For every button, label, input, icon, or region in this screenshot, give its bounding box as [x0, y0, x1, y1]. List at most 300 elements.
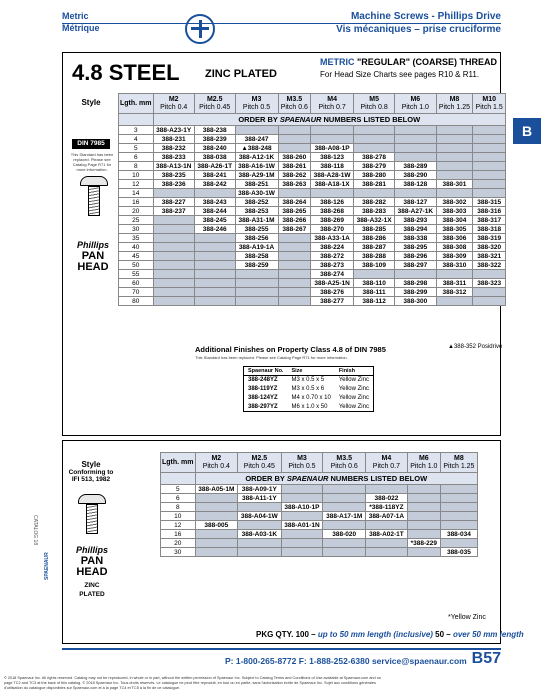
table1-part-number-cell[interactable]: 388-239 — [194, 135, 235, 144]
table1-empty-cell — [311, 126, 354, 135]
table1-part-number-cell[interactable]: 388-270 — [311, 225, 354, 234]
table1-part-number-cell[interactable]: 388-297 — [395, 261, 436, 270]
table2-empty-cell — [238, 503, 281, 512]
table2-part-number-cell[interactable]: 388-022 — [366, 494, 408, 503]
table2-part-number-cell[interactable]: 388-A02-1T — [366, 530, 408, 539]
table2-part-number-cell[interactable]: 388-005 — [195, 521, 238, 530]
table1-part-number-cell[interactable]: 388-112 — [354, 297, 395, 306]
table1-part-number-cell[interactable]: 388-258 — [235, 252, 278, 261]
table2-empty-cell — [407, 512, 440, 521]
table1-part-number-cell[interactable]: 388-241 — [194, 171, 235, 180]
table1-length-cell: 12 — [119, 180, 154, 189]
table1-length-cell: 60 — [119, 279, 154, 288]
table1-part-number-cell[interactable]: 388-289 — [395, 162, 436, 171]
table1-empty-cell — [153, 189, 194, 198]
table1-part-number-cell[interactable]: 388-A30-1W — [235, 189, 278, 198]
table1-part-number-cell[interactable]: 388-268 — [311, 207, 354, 216]
table1-row — [119, 270, 506, 279]
table1-empty-cell — [235, 126, 278, 135]
table2-part-number-cell[interactable]: 388-A05-1M — [195, 485, 238, 494]
table1-empty-cell — [473, 288, 506, 297]
table1-length-cell: 35 — [119, 234, 154, 243]
table1-part-number-cell[interactable]: 388-252 — [235, 198, 278, 207]
table1-part-number-cell[interactable]: 388-256 — [235, 234, 278, 243]
finishes-col-finish: Finish — [335, 367, 374, 376]
table1-col-header: M2.5 Pitch 0.45 — [194, 94, 235, 114]
table1-col-header: M3 Pitch 0.5 — [235, 94, 278, 114]
table1-col-header: M3.5 Pitch 0.6 — [278, 94, 311, 114]
table2-part-number-cell[interactable]: 388-A03-1K — [238, 530, 281, 539]
table1-empty-cell — [235, 288, 278, 297]
table1-part-number-cell[interactable]: 388-310 — [436, 261, 473, 270]
table1-empty-cell — [278, 288, 311, 297]
table1-part-number-cell[interactable]: 388-227 — [153, 198, 194, 207]
finishes-title: Additional Finishes on Property Class 4.8 of DIN 7985 — [195, 345, 386, 354]
table1-part-number-cell[interactable]: 388-A32-1X — [354, 216, 395, 225]
table1-part-number-cell[interactable]: 388-266 — [278, 216, 311, 225]
table2-empty-cell — [195, 548, 238, 557]
table1-length-cell: 8 — [119, 162, 154, 171]
table2-length-cell: 6 — [161, 494, 196, 503]
table1-part-number-cell[interactable]: 388-272 — [311, 252, 354, 261]
table1-part-number-cell[interactable]: 388-236 — [153, 180, 194, 189]
table2-part-number-cell[interactable]: *388-229 — [407, 539, 440, 548]
table1-part-number-cell[interactable]: 388-304 — [436, 216, 473, 225]
table2-empty-cell — [440, 503, 477, 512]
pkg-range-2: over 50 mm length — [452, 630, 524, 639]
table1-part-number-cell[interactable]: 388-274 — [311, 270, 354, 279]
table1-header-row — [119, 94, 506, 114]
table1-part-number-cell[interactable]: 388-262 — [278, 171, 311, 180]
brand-logo: SPAENAUR — [44, 552, 50, 580]
table1-empty-cell — [395, 126, 436, 135]
finishes-row — [244, 385, 374, 394]
table2-part-number-cell[interactable]: 388-A07-1A — [366, 512, 408, 521]
table1-row — [119, 162, 506, 171]
contact-line[interactable]: P: 1-800-265-8772 F: 1-888-252-6380 service@spaenaur.com — [225, 656, 467, 666]
table2-row — [161, 539, 478, 548]
table2-empty-cell — [407, 503, 440, 512]
table1-pan: PAN — [81, 250, 105, 262]
table2-col-header: M3 Pitch 0.5 — [281, 453, 323, 473]
table1-empty-cell — [354, 270, 395, 279]
table1-part-number-cell[interactable]: 388-299 — [395, 288, 436, 297]
table1-part-number-cell[interactable]: 388-273 — [311, 261, 354, 270]
table2-part-number-cell[interactable]: *388-118YZ — [366, 503, 408, 512]
table1-part-number-cell[interactable]: 388-126 — [311, 198, 354, 207]
table1-empty-cell — [436, 153, 473, 162]
table1-part-number-cell[interactable]: 388-A27-1K — [395, 207, 436, 216]
table1-part-number-cell[interactable]: 388-127 — [395, 198, 436, 207]
catalog-label: CATALOG 18 — [32, 515, 38, 546]
table1-part-number-cell[interactable]: 388-298 — [395, 279, 436, 288]
table1-row — [119, 225, 506, 234]
table2-row — [161, 503, 478, 512]
table1-part-number-cell[interactable]: 388-245 — [194, 216, 235, 225]
table2-grid — [160, 452, 478, 557]
table2-empty-cell — [407, 494, 440, 503]
table1-empty-cell — [473, 171, 506, 180]
table1-empty-cell — [395, 153, 436, 162]
table1-empty-cell — [278, 234, 311, 243]
table1-empty-cell — [153, 270, 194, 279]
table1-part-number-cell[interactable]: 388-267 — [278, 225, 311, 234]
posidrive-note: ▲388-352 Posidrive — [448, 344, 503, 350]
table1-part-number-cell[interactable]: 388-251 — [235, 180, 278, 189]
table1-part-number-cell[interactable]: 388-305 — [436, 225, 473, 234]
table2-col-header: M6 Pitch 1.0 — [407, 453, 440, 473]
table1-part-number-cell[interactable]: 388-238 — [194, 126, 235, 135]
table1-part-number-cell[interactable]: 388-247 — [235, 135, 278, 144]
table1-col-header: M10 Pitch 1.5 — [473, 94, 506, 114]
table1-part-number-cell[interactable]: 388-242 — [194, 180, 235, 189]
finishes-row — [244, 403, 374, 412]
table2-empty-cell — [440, 521, 477, 530]
table1-head: HEAD — [77, 261, 109, 273]
table1-part-number-cell[interactable]: 388-244 — [194, 207, 235, 216]
table1-empty-cell — [436, 162, 473, 171]
table2-empty-cell — [407, 521, 440, 530]
finishes-table — [243, 366, 374, 412]
table1-part-number-cell[interactable]: 388-253 — [235, 207, 278, 216]
table2-part-number-cell[interactable]: 388-A10-1P — [281, 503, 323, 512]
table2-empty-cell — [281, 494, 323, 503]
table1-part-number-cell[interactable]: 388-293 — [395, 216, 436, 225]
table2-style-label — [66, 460, 116, 483]
table2-order-row — [161, 473, 478, 485]
table1-part-number-cell[interactable]: 388-233 — [153, 153, 194, 162]
table1-part-number-cell[interactable]: 388-A19-1A — [235, 243, 278, 252]
table1-part-number-cell[interactable]: 388-321 — [473, 252, 506, 261]
table1-length-cell: 16 — [119, 198, 154, 207]
finish-part-number[interactable]: 388-119YZ — [248, 386, 278, 392]
table1-part-number-cell[interactable]: 388-231 — [153, 135, 194, 144]
table1-empty-cell — [194, 243, 235, 252]
table1-part-number-cell[interactable]: 388-123 — [311, 153, 354, 162]
table1-part-number-cell[interactable]: 388-318 — [473, 225, 506, 234]
table1-col-header: M8 Pitch 1.25 — [436, 94, 473, 114]
table1-part-number-cell[interactable]: 388-264 — [278, 198, 311, 207]
table1-length-cell: 30 — [119, 225, 154, 234]
table1-part-number-cell[interactable]: 388-290 — [395, 171, 436, 180]
table1-part-number-cell[interactable]: 388-260 — [278, 153, 311, 162]
table2-empty-cell — [281, 485, 323, 494]
table1-part-number-cell[interactable]: 388-246 — [194, 225, 235, 234]
table1-part-number-cell[interactable]: 388-A25-1N — [311, 279, 354, 288]
table1-empty-cell — [436, 135, 473, 144]
table2-empty-cell — [440, 539, 477, 548]
table1-empty-cell — [194, 234, 235, 243]
table1-empty-cell — [436, 126, 473, 135]
table1-part-number-cell[interactable]: ▲388-248 — [235, 144, 278, 153]
table2-empty-cell — [323, 548, 366, 557]
table1-part-number-cell[interactable]: 388-259 — [235, 261, 278, 270]
pan-head-screw-icon — [80, 176, 108, 186]
table1-empty-cell — [278, 135, 311, 144]
table1-part-number-cell[interactable]: 388-255 — [235, 225, 278, 234]
table1-empty-cell — [278, 189, 311, 198]
table2-empty-cell — [407, 530, 440, 539]
table1-empty-cell — [278, 297, 311, 306]
table2-len-header: Lgth. mm — [161, 453, 196, 473]
table1-empty-cell — [473, 180, 506, 189]
table1-part-number-cell[interactable]: 388-118 — [311, 162, 354, 171]
finish-size: M6 x 1.0 x 50 — [291, 403, 328, 410]
table1-part-number-cell[interactable]: 388-320 — [473, 243, 506, 252]
table2-empty-cell — [440, 494, 477, 503]
thread-line — [320, 57, 497, 67]
table2-row — [161, 548, 478, 557]
table1-len-header: Lgth. mm — [119, 94, 154, 114]
table1-part-number-cell[interactable]: 388-316 — [473, 207, 506, 216]
table1-row — [119, 279, 506, 288]
table2-empty-cell — [323, 539, 366, 548]
table1-part-number-cell[interactable]: 388-323 — [473, 279, 506, 288]
table1-row — [119, 144, 506, 153]
table1-part-number-cell[interactable]: 388-A23-1Y — [153, 126, 194, 135]
table2-empty-cell — [238, 521, 281, 530]
table1-empty-cell — [278, 126, 311, 135]
table2-length-cell: 12 — [161, 521, 196, 530]
table1-part-number-cell[interactable]: 388-319 — [473, 234, 506, 243]
header-metric: Metric — [62, 11, 89, 21]
table1-part-number-cell[interactable]: 388-224 — [311, 243, 354, 252]
table2-part-number-cell[interactable]: 388-034 — [440, 530, 477, 539]
table1-length-cell: 55 — [119, 270, 154, 279]
table1-part-number-cell[interactable]: 388-240 — [194, 144, 235, 153]
table1-empty-cell — [473, 126, 506, 135]
table2-order-note: ORDER BY SPAENAUR NUMBERS LISTED BELOW — [195, 473, 478, 485]
table1-part-number-cell[interactable]: 388-A28-1W — [311, 171, 354, 180]
header-metrique: Métrique — [62, 23, 100, 33]
table1-part-number-cell[interactable]: 388-301 — [436, 180, 473, 189]
table1-empty-cell — [436, 189, 473, 198]
footer-rule — [62, 648, 501, 650]
finishes-col-no: Spaenaur No. — [244, 367, 288, 376]
table1-part-number-cell[interactable]: 388-300 — [395, 297, 436, 306]
table1-row — [119, 189, 506, 198]
table1-length-cell: 20 — [119, 207, 154, 216]
table1-part-number-cell[interactable]: 388-109 — [354, 261, 395, 270]
table1-part-number-cell[interactable]: 388-312 — [436, 288, 473, 297]
table1-part-number-cell[interactable]: 388-311 — [436, 279, 473, 288]
table2-pan: PAN — [80, 555, 104, 567]
table2-conform: Conforming to IFI 513, 1982 — [68, 469, 114, 483]
finish-part-number[interactable]: 388-124YZ — [248, 395, 278, 401]
table1-empty-cell — [278, 252, 311, 261]
table1-part-number-cell[interactable]: 388-A18-1X — [311, 180, 354, 189]
table1-empty-cell — [278, 279, 311, 288]
table2-head: HEAD — [76, 566, 108, 578]
table1-part-number-cell[interactable]: 388-294 — [395, 225, 436, 234]
table1-empty-cell — [153, 279, 194, 288]
finishes-col-size: Size — [287, 367, 334, 376]
grade-title: 4.8 STEEL — [72, 60, 180, 85]
table1-part-number-cell[interactable]: 388-308 — [436, 243, 473, 252]
table1-style-label: Style — [81, 98, 101, 107]
table1-part-number-cell[interactable]: 388-269 — [311, 216, 354, 225]
pan-head-screw-icon-2 — [78, 494, 106, 504]
table1-part-number-cell[interactable]: 388-306 — [436, 234, 473, 243]
table1-empty-cell — [311, 135, 354, 144]
table1-empty-cell — [354, 135, 395, 144]
table1-part-number-cell[interactable]: 388-309 — [436, 252, 473, 261]
phillips-drive-icon — [185, 14, 215, 44]
table1-empty-cell — [473, 189, 506, 198]
table1-part-number-cell[interactable]: 388-278 — [354, 153, 395, 162]
table1-row — [119, 261, 506, 270]
table1-part-number-cell[interactable]: 388-282 — [354, 198, 395, 207]
table1-part-number-cell[interactable]: 388-128 — [395, 180, 436, 189]
table2-part-number-cell[interactable]: 388-A17-1M — [323, 512, 366, 521]
finish-part-number[interactable]: 388-297YZ — [248, 403, 278, 410]
table1-row — [119, 198, 506, 207]
table1-length-cell: 6 — [119, 153, 154, 162]
table1-part-number-cell[interactable]: 388-283 — [354, 207, 395, 216]
table1-part-number-cell[interactable]: 388-276 — [311, 288, 354, 297]
table2-part-number-cell[interactable]: 388-A04-1W — [238, 512, 281, 521]
table1-part-number-cell[interactable]: 388-110 — [354, 279, 395, 288]
table1-part-number-cell[interactable]: 388-338 — [395, 234, 436, 243]
table1-part-number-cell[interactable]: 388-A33-1A — [311, 234, 354, 243]
table1-part-number-cell[interactable]: 388-281 — [354, 180, 395, 189]
pkg-range-1: up to 50 mm length (inclusive) — [317, 630, 433, 639]
table2-part-number-cell[interactable]: 388-A01-1N — [281, 521, 323, 530]
table1-empty-cell — [473, 135, 506, 144]
table2-empty-cell — [281, 512, 323, 521]
table1-empty-cell — [153, 288, 194, 297]
table1-part-number-cell[interactable]: 388-280 — [354, 171, 395, 180]
table1-order-blank — [119, 114, 154, 126]
table1-grid — [118, 93, 506, 306]
section-tab[interactable]: B — [513, 118, 541, 144]
table1-drive: Phillips — [76, 240, 109, 250]
table1-empty-cell — [194, 288, 235, 297]
table1-empty-cell — [311, 189, 354, 198]
table2-empty-cell — [440, 512, 477, 521]
table1-row — [119, 135, 506, 144]
finish-type: Yellow Zinc — [338, 403, 369, 410]
finishes-header-row — [244, 367, 374, 376]
table1-part-number-cell[interactable]: 388-A16-1W — [235, 162, 278, 171]
table1-part-number-cell[interactable]: 388-263 — [278, 180, 311, 189]
table1-part-number-cell[interactable]: 388-243 — [194, 198, 235, 207]
table1-order-row — [119, 114, 506, 126]
table2-empty-cell — [323, 494, 366, 503]
table1-empty-cell — [278, 144, 311, 153]
table2-head-name — [66, 545, 118, 599]
table1-length-cell: 40 — [119, 243, 154, 252]
table1-empty-cell — [278, 270, 311, 279]
table1-empty-cell — [194, 297, 235, 306]
finish-part-number[interactable]: 388-248YZ — [248, 377, 278, 384]
table2-part-number-cell[interactable]: 388-035 — [440, 548, 477, 557]
table1-part-number-cell[interactable]: 388-288 — [354, 252, 395, 261]
table1-part-number-cell[interactable]: 388-287 — [354, 243, 395, 252]
table1-order-note: ORDER BY SPAENAUR NUMBERS LISTED BELOW — [153, 114, 506, 126]
table1-empty-cell — [473, 144, 506, 153]
table1-part-number-cell[interactable]: 388-237 — [153, 207, 194, 216]
table1-part-number-cell[interactable]: 388-285 — [354, 225, 395, 234]
table1-part-number-cell[interactable]: 388-317 — [473, 216, 506, 225]
table1-part-number-cell[interactable]: 388-A08-1P — [311, 144, 354, 153]
table1-row — [119, 126, 506, 135]
table1-part-number-cell[interactable]: 388-038 — [194, 153, 235, 162]
table2-col-header: M4 Pitch 0.7 — [366, 453, 408, 473]
table1-row — [119, 153, 506, 162]
header-left — [62, 10, 100, 34]
table1-part-number-cell[interactable]: 388-A12-1K — [235, 153, 278, 162]
finishes-row — [244, 376, 374, 385]
table1-part-number-cell[interactable]: 388-277 — [311, 297, 354, 306]
table1-part-number-cell[interactable]: 388-111 — [354, 288, 395, 297]
table1-part-number-cell[interactable]: 388-296 — [395, 252, 436, 261]
table1-part-number-cell[interactable]: 388-279 — [354, 162, 395, 171]
table1-empty-cell — [278, 243, 311, 252]
table2-empty-cell — [440, 485, 477, 494]
table1-row — [119, 216, 506, 225]
table1-length-cell: 70 — [119, 288, 154, 297]
table2-length-cell: 8 — [161, 503, 196, 512]
pkg-pre: PKG QTY. 100 – — [256, 630, 318, 639]
table2-empty-cell — [281, 530, 323, 539]
table1-empty-cell — [395, 144, 436, 153]
finishes-row — [244, 394, 374, 403]
table1-part-number-cell[interactable]: 388-322 — [473, 261, 506, 270]
table1-part-number-cell[interactable]: 388-295 — [395, 243, 436, 252]
table2-empty-cell — [281, 539, 323, 548]
header-title-en: Machine Screws - Phillips Drive — [350, 11, 501, 22]
table1-part-number-cell[interactable]: 388-A29-1M — [235, 171, 278, 180]
din-badge: DIN 7985 — [72, 139, 110, 149]
table2-empty-cell — [407, 548, 440, 557]
table1-row — [119, 288, 506, 297]
table1-empty-cell — [194, 189, 235, 198]
table1-part-number-cell[interactable]: 388-286 — [354, 234, 395, 243]
table2-part-number-cell[interactable]: 388-020 — [323, 530, 366, 539]
table1-part-number-cell[interactable]: 388-235 — [153, 171, 194, 180]
table1-part-number-cell[interactable]: 388-A13-1N — [153, 162, 194, 171]
table1-part-number-cell[interactable]: 388-A26-1T — [194, 162, 235, 171]
table2-col-header: M3.5 Pitch 0.6 — [323, 453, 366, 473]
table1-row — [119, 171, 506, 180]
page-number: B57 — [471, 650, 501, 667]
table1-length-cell: 45 — [119, 252, 154, 261]
header-title-fr: Vis mécaniques – prise cruciforme — [336, 24, 501, 35]
table1-part-number-cell[interactable]: 388-A31-1M — [235, 216, 278, 225]
table1-part-number-cell[interactable]: 388-303 — [436, 207, 473, 216]
table1-part-number-cell[interactable]: 388-261 — [278, 162, 311, 171]
table1-length-cell: 5 — [119, 144, 154, 153]
table1-empty-cell — [436, 171, 473, 180]
table1-empty-cell — [436, 297, 473, 306]
header-rule — [62, 23, 501, 24]
table2-row — [161, 521, 478, 530]
table1-part-number-cell[interactable]: 388-315 — [473, 198, 506, 207]
table1-part-number-cell[interactable]: 388-302 — [436, 198, 473, 207]
table2-part-number-cell[interactable]: 388-A09-1Y — [238, 485, 281, 494]
table2-empty-cell — [195, 530, 238, 539]
table2-length-cell: 30 — [161, 548, 196, 557]
table1-length-cell: 50 — [119, 261, 154, 270]
table1-part-number-cell[interactable]: 388-265 — [278, 207, 311, 216]
table1-empty-cell — [194, 261, 235, 270]
table1-part-number-cell[interactable]: 388-232 — [153, 144, 194, 153]
table1-empty-cell — [235, 279, 278, 288]
table1-empty-cell — [473, 297, 506, 306]
table2-part-number-cell[interactable]: 388-A11-1Y — [238, 494, 281, 503]
table2-col-header: M8 Pitch 1.25 — [440, 453, 477, 473]
